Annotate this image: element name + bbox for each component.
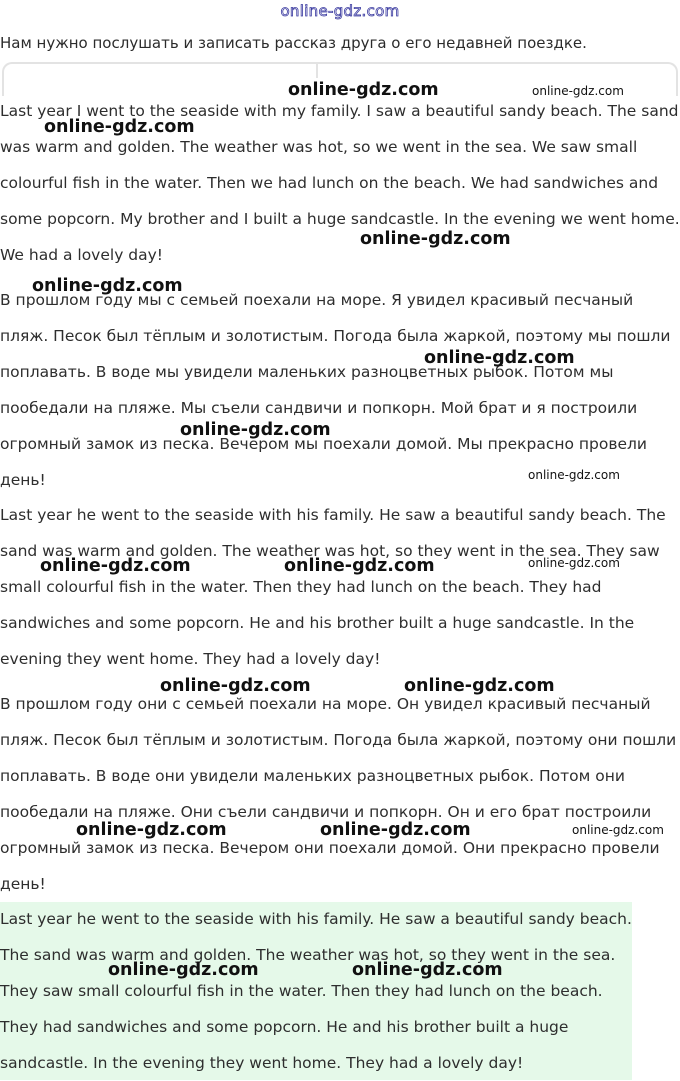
watermark: online-gdz.com: [528, 556, 620, 570]
watermark: online-gdz.com: [284, 556, 435, 576]
watermark: online-gdz.com: [44, 117, 195, 137]
watermark: online-gdz.com: [76, 820, 227, 840]
watermark: online-gdz.com: [320, 820, 471, 840]
watermark: online-gdz.com: [288, 80, 439, 100]
paragraph-russian-third-person: В прошлом году они с семьей поехали на море. Он увидел красивый песчаный пляж. Песок был тёплым и золотистым. Погода была жаркой, поэтому они пошли поплавать. В воде они увидели маленьких разноцветных рыбок. Потом они пообедали на пляже. Они съели сандвичи и попкорн. Он и его брат построили огромный замок из песка. Вечером они поехали домой. Они прекрасно провели день!: [0, 695, 677, 893]
task-intro: Нам нужно послушать и записать рассказ друга о его недавней поездке.: [0, 34, 587, 52]
watermark: online-gdz.com: [360, 229, 511, 249]
watermark: online-gdz.com: [180, 420, 331, 440]
watermark: online-gdz.com: [424, 348, 575, 368]
paragraph-russian-first-person: В прошлом году мы с семьей поехали на море. Я увидел красивый песчаный пляж. Песок был тёплым и золотистым. Погода была жаркой, поэтому мы пошли поплавать. В воде мы увидели маленьких разноцветных рыбок. Потом мы пообедали на пляже. Мы съели сандвичи и попкорн. Мой брат и я построили огромный замок из песка. Вечером мы поехали домой. Мы прекрасно провели день!: [0, 291, 671, 489]
watermark: online-gdz.com: [528, 468, 620, 482]
watermark: online-gdz.com: [404, 676, 555, 696]
watermark: online-gdz.com: [572, 823, 664, 837]
watermark: online-gdz.com: [352, 960, 503, 980]
watermark: online-gdz.com: [40, 556, 191, 576]
paragraph-english-first-person: Last year I went to the seaside with my family. I saw a beautiful sandy beach. The sand was warm and golden. The weather was hot, so we went in the sea. We saw small colourful fish in the water. Then we had lunch on the beach. We had sandwiches and some popcorn. My brother and I built a huge sandcastle. In the evening we went home. We had a lovely day!: [0, 102, 680, 264]
watermark: online-gdz.com: [108, 960, 259, 980]
watermark: online-gdz.com: [32, 276, 183, 296]
paragraph-english-third-person: Last year he went to the seaside with his family. He saw a beautiful sandy beach. The sand was warm and golden. The weather was hot, so they went in the sea. They saw small colourful fish in the water. Then they had lunch on the beach. They had sandwiches and some popcorn. He and his brother built a huge sandcastle. In the evening they went home. They had a lovely day!: [0, 506, 666, 668]
watermark: online-gdz.com: [532, 84, 624, 98]
site-logo[interactable]: online-gdz.com: [280, 2, 400, 20]
site-header: [0, 0, 680, 24]
watermark: online-gdz.com: [160, 676, 311, 696]
paragraph-answer: Last year he went to the seaside with his family. He saw a beautiful sandy beach. The sand was warm and golden. The weather was hot, so they went in the sea. They saw small colourful fish in the water. Then they had lunch on the beach. They had sandwiches and some popcorn. He and his brother built a huge sandcastle. In the evening they went home. They had a lovely day!: [0, 910, 632, 1072]
tab-divider: [316, 64, 318, 78]
